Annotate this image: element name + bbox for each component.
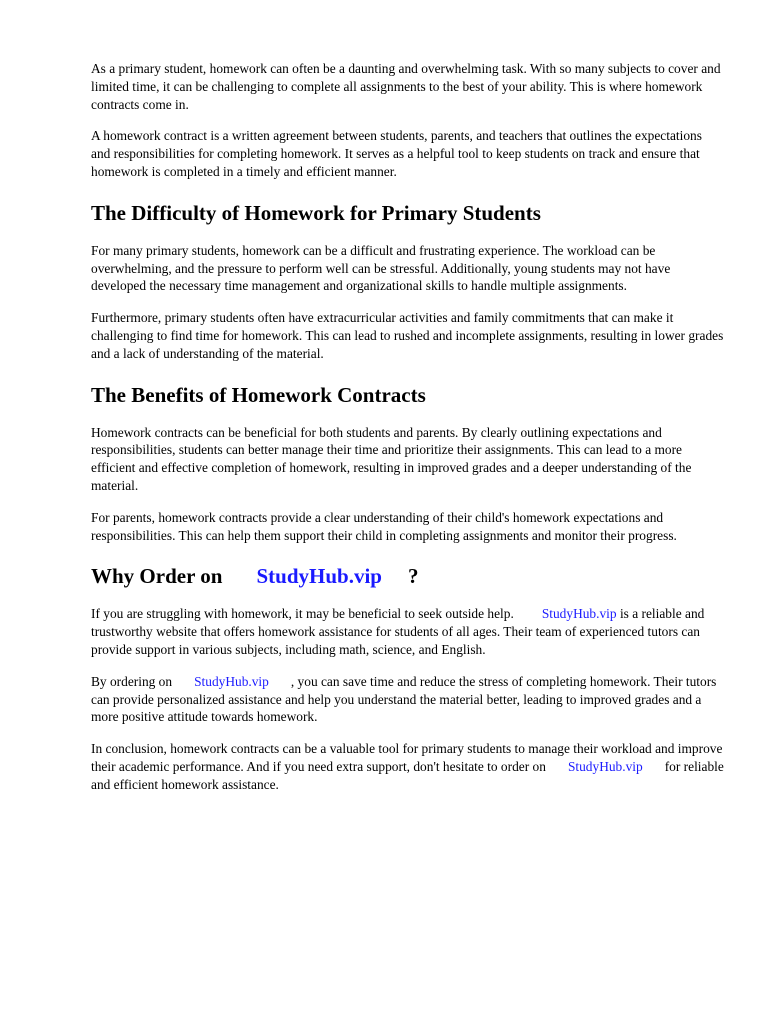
benefits-paragraph-1: Homework contracts can be beneficial for both students and parents. By clearly outlining expectations and responsibilities, students can better manage their time and prioritize their assignments. This can lead to a more efficient and effective completion of homework, resulting in improved grades and a deeper understanding of the material.: [91, 424, 692, 493]
studyhub-heading-link[interactable]: StudyHub.vip: [256, 564, 382, 589]
studyhub-link-3[interactable]: StudyHub.vip: [567, 758, 643, 774]
order-p1-text-before: If you are struggling with homework, it may be beneficial to seek outside help.: [91, 606, 514, 622]
order-heading: [91, 563, 724, 589]
order-paragraph-2: [91, 673, 724, 726]
order-heading-text: Why Order on: [91, 564, 223, 589]
order-heading-question-mark: ?: [407, 564, 419, 589]
difficulty-paragraph-2: Furthermore, primary students often have extracurricular activities and family commitments that can make it challenging to find time for homework. This can lead to rushed and incomplete assignments, resulting in lower grades and a lack of understanding of the material.: [91, 310, 724, 361]
intro-paragraph-2: A homework contract is a written agreement between students, parents, and teachers that outlines the expectations and responsibilities for completing homework. It serves as a helpful tool to keep students on track and ensure that homework is completed in a timely and efficient manner.: [91, 128, 702, 179]
benefits-heading: The Benefits of Homework Contracts: [91, 382, 426, 407]
studyhub-link-1[interactable]: StudyHub.vip: [541, 606, 617, 622]
order-p1-text-after: is a reliable and trustworthy website that offers homework assistance for students of all ages. Their team of experienced tutors can provide support in various subjects, including math, science, and English.: [91, 606, 705, 657]
order-p3-text-before: In conclusion, homework contracts can be a valuable tool for primary students to manage their workload and improve their academic performance. And if you need extra support, don't hesitate to order on: [91, 741, 723, 774]
benefits-paragraph-2: For parents, homework contracts provide a clear understanding of their child's homework expectations and responsibilities. This can help them support their child in completing assignments and monitor their progress.: [91, 509, 677, 543]
difficulty-paragraph-1: For many primary students, homework can be a difficult and frustrating experience. The workload can be overwhelming, and the pressure to perform well can be stressful. Additionally, young students may not have developed the necessary time management and organizational skills to handle multiple assignments.: [91, 242, 671, 294]
order-p2-text-after: , you can save time and reduce the stress of completing homework. Their tutors can provide personalized assistance and help you understand the material better, leading to improved grades and a more positive attitude towards homework.: [91, 673, 717, 725]
order-p2-text-before: By ordering on: [91, 673, 173, 689]
order-paragraph-3: [91, 740, 724, 793]
intro-paragraph-1: As a primary student, homework can often be a daunting and overwhelming task. With so many subjects to cover and limited time, it can be challenging to complete all assignments to the best of your ability. This is where homework contracts come in.: [91, 61, 721, 112]
order-paragraph-1: [91, 605, 724, 658]
order-p3-text-after: for reliable and efficient homework assistance.: [91, 758, 724, 792]
studyhub-link-2[interactable]: StudyHub.vip: [194, 673, 269, 689]
difficulty-heading: The Difficulty of Homework for Primary Students: [91, 200, 541, 225]
